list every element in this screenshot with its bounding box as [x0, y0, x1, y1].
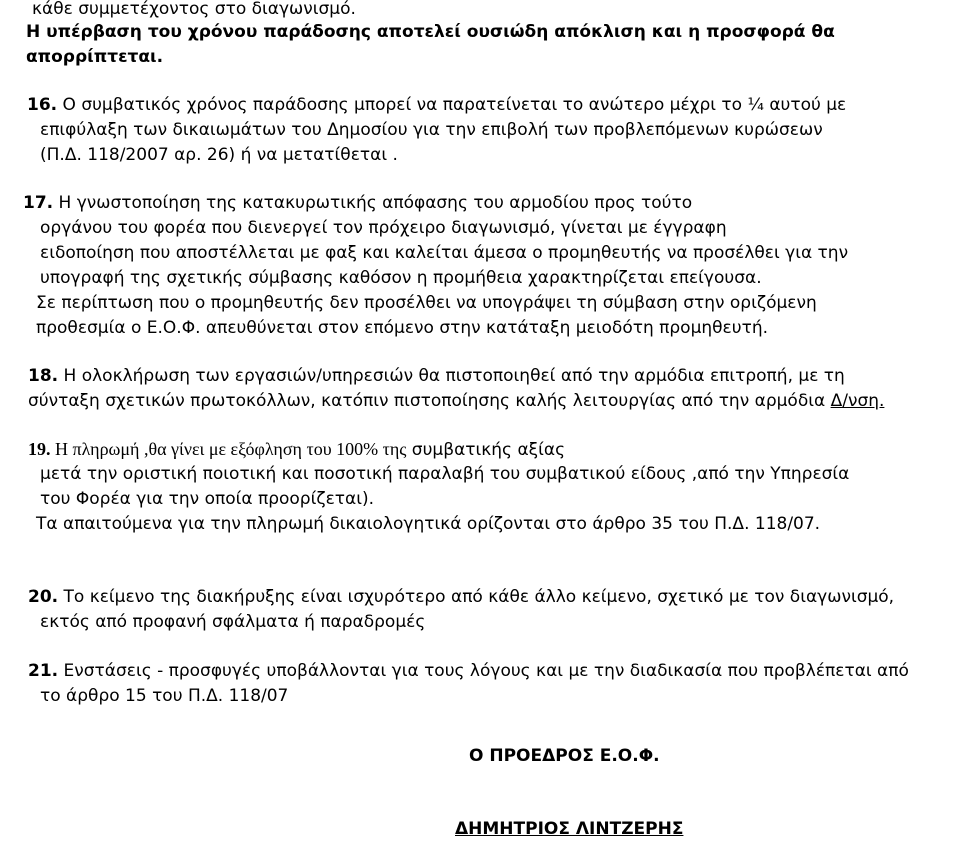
- item-20-line-2: εκτός από προφανή σφάλματα ή παραδρομές: [40, 612, 426, 632]
- item-17-line-2: οργάνου του φορέα που διενεργεί τον πρόχειρο διαγωνισμό, γίνεται με έγγραφη: [40, 218, 727, 238]
- item-18-underlined: Δ/νση.: [830, 391, 885, 411]
- continuation-line-1: κάθε συμμετέχοντος στο διαγωνισμό.: [32, 0, 356, 19]
- item-21-number: 21.: [28, 661, 59, 681]
- item-16-line-2: επιφύλαξη των δικαιωμάτων του Δημοσίου για την επιβολή των προβλεπόμενων κυρώσεων: [40, 120, 823, 140]
- continuation-line-3: απορρίπτεται.: [26, 47, 164, 67]
- item-17-line-5: Σε περίπτωση που ο προμηθευτής δεν προσέλθει να υπογράψει τη σύμβαση στην οριζόμενη: [36, 293, 817, 313]
- item-19-text-serif: Η πληρωμή ,θα γίνει με εξόφληση του 100% της: [50, 439, 407, 459]
- item-19-text-rest: συμβατικής αξίας: [406, 440, 566, 460]
- item-17-number: 17.: [23, 193, 54, 213]
- item-20-text-1: Το κείμενο της διακήρυξης είναι ισχυρότερο από κάθε άλλο κείμενο, σχετικό με τον διαγωνισμό,: [58, 587, 895, 607]
- item-16-line-1: [27, 94, 846, 116]
- item-17-line-6: προθεσμία ο Ε.Ο.Φ. απευθύνεται στον επόμενο στην κατάταξη μειοδότη προμηθευτή.: [36, 318, 768, 338]
- item-18-text-1: Η ολοκλήρωση των εργασιών/υπηρεσιών θα πιστοποιηθεί από την αρμόδια επιτροπή, με τη: [58, 366, 845, 386]
- item-19-line-2: μετά την οριστική ποιοτική και ποσοτική παραλαβή του συμβατικού είδους ,από την Υπηρεσία: [40, 464, 850, 484]
- item-21-text-1: Ενστάσεις - προσφυγές υποβάλλονται για τους λόγους και με την διαδικασία που προβλέπεται από: [58, 661, 909, 681]
- item-16-line-3: (Π.Δ. 118/2007 αρ. 26) ή να μετατίθεται .: [40, 145, 398, 165]
- continuation-line-2: Η υπέρβαση του χρόνου παράδοσης αποτελεί ουσιώδη απόκλιση και η προσφορά θα: [26, 22, 835, 42]
- item-18-text-2: σύνταξη σχετικών πρωτοκόλλων, κατόπιν πιστοποίησης καλής λειτουργίας από την αρμόδια: [28, 391, 831, 411]
- item-20-line-1: [28, 586, 894, 608]
- item-17-line-1: [23, 192, 692, 214]
- signature-name: ΔΗΜΗΤΡΙΟΣ ΛΙΝΤΖΕΡΗΣ: [455, 819, 684, 839]
- item-18-line-1: [28, 365, 845, 387]
- item-16-number: 16.: [27, 95, 58, 115]
- item-19-line-3: του Φορέα για την οποία προορίζεται).: [40, 489, 375, 509]
- item-19-number: 19.: [28, 439, 51, 459]
- item-21-line-2: το άρθρο 15 του Π.Δ. 118/07: [40, 686, 289, 706]
- item-21-line-1: [28, 660, 909, 682]
- item-19-line-1: [28, 438, 565, 461]
- item-19-line-4: Τα απαιτούμενα για την πληρωμή δικαιολογητικά ορίζονται στο άρθρο 35 του Π.Δ. 118/07.: [36, 514, 821, 534]
- item-17-line-4: υπογραφή της σχετικής σύμβασης καθόσον η προμήθεια χαρακτηρίζεται επείγουσα.: [40, 268, 762, 288]
- signature-title: Ο ΠΡΟΕΔΡΟΣ Ε.Ο.Φ.: [469, 746, 660, 766]
- item-20-number: 20.: [28, 587, 59, 607]
- item-18-line-2: [28, 390, 884, 412]
- item-17-line-3: ειδοποίηση που αποστέλλεται με φαξ και καλείται άμεσα ο προμηθευτής να προσέλθει για την: [40, 243, 849, 263]
- item-16-text-1: Ο συμβατικός χρόνος παράδοσης μπορεί να παρατείνεται το ανώτερο μέχρι το ¼ αυτού με: [57, 95, 847, 115]
- item-17-text-1: Η γνωστοποίηση της κατακυρωτικής απόφασης του αρμοδίου προς τούτο: [53, 193, 693, 213]
- item-18-number: 18.: [28, 366, 59, 386]
